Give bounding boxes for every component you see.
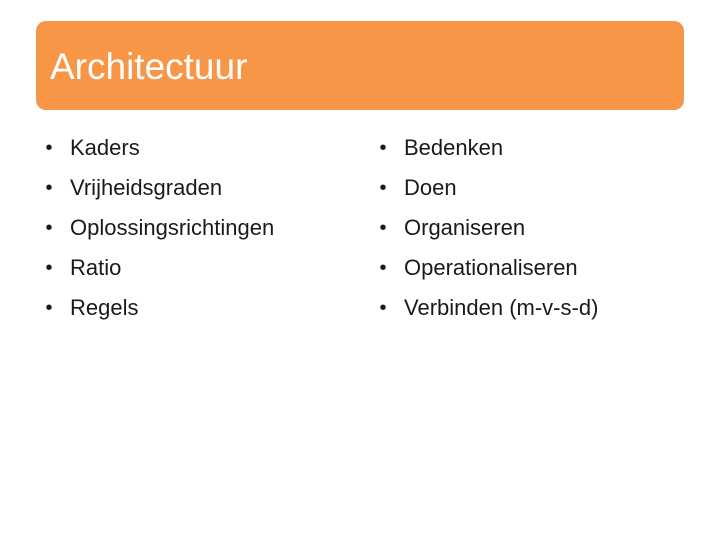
bullet-icon: •: [45, 137, 53, 159]
bullet-icon: •: [45, 177, 53, 199]
list-item-text: Doen: [404, 175, 457, 200]
list-item: [376, 168, 686, 208]
list-item-text: Kaders: [70, 135, 140, 160]
list-item-text: Bedenken: [404, 135, 504, 160]
title-banner: [36, 21, 684, 110]
list-item-text: Operationaliseren: [404, 255, 578, 280]
list-item-text: Vrijheidsgraden: [70, 175, 223, 200]
list-item-text: Ratio: [70, 255, 122, 280]
list-item: [376, 208, 686, 248]
list-item: [376, 288, 686, 328]
bullet-icon: •: [45, 217, 53, 239]
bullet-icon: •: [379, 297, 387, 319]
list-item-text: Organiseren: [404, 215, 526, 240]
bullet-icon: •: [45, 257, 53, 279]
list-item: [42, 128, 342, 168]
list-item: [42, 208, 342, 248]
list-item-text: Oplossingsrichtingen: [70, 215, 275, 240]
bullet-icon: •: [379, 257, 387, 279]
list-item-text: Regels: [70, 295, 139, 320]
right-bullet-list: [376, 128, 686, 328]
list-item-text: Verbinden (m-v-s-d): [404, 295, 599, 320]
list-item: [376, 248, 686, 288]
bullet-icon: •: [379, 177, 387, 199]
slide-title: Architectuur: [50, 46, 248, 87]
list-item: [42, 248, 342, 288]
bullet-icon: •: [45, 297, 53, 319]
bullet-icon: •: [379, 137, 387, 159]
left-bullet-list: [42, 128, 342, 328]
list-item: [376, 128, 686, 168]
list-item: [42, 288, 342, 328]
list-item: [42, 168, 342, 208]
bullet-icon: •: [379, 217, 387, 239]
